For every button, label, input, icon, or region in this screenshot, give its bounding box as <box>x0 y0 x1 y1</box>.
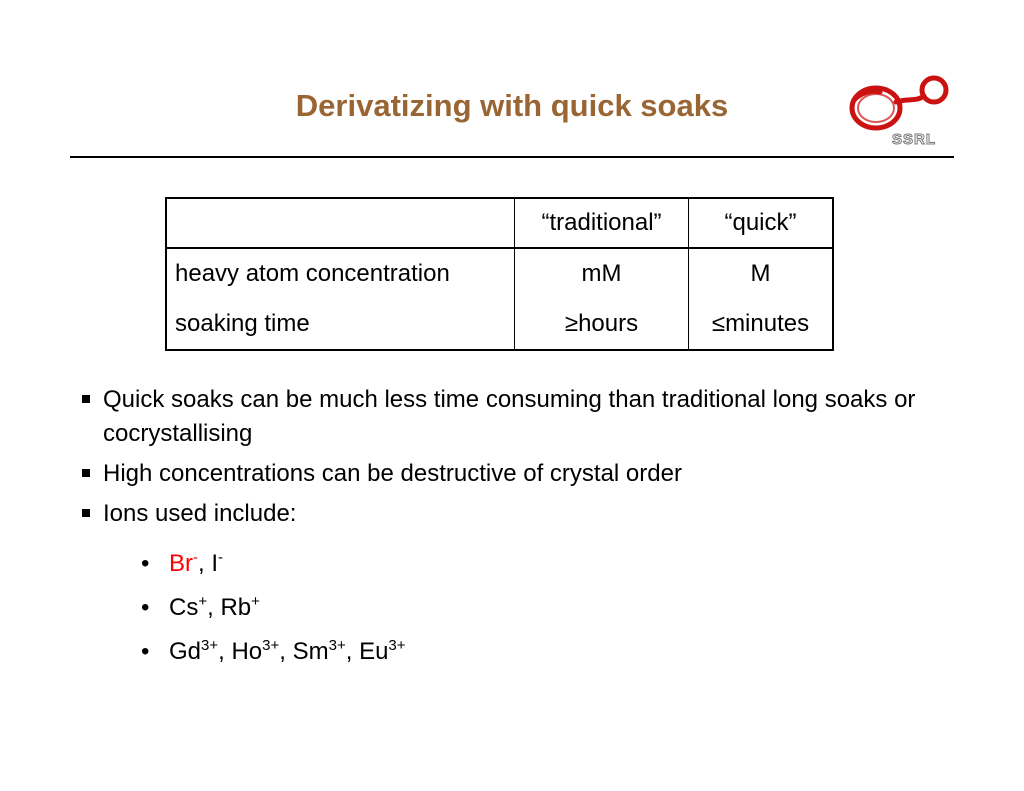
ion-bromide: Br <box>169 550 193 577</box>
ion-charge: - <box>218 549 224 566</box>
ion-charge: 3+ <box>388 637 406 654</box>
traditional-value: mM <box>515 248 689 299</box>
ion-charge: 3+ <box>201 637 219 654</box>
bullet-text: Quick soaks can be much less time consuming than traditional long soaks or cocrystallising <box>103 386 916 447</box>
separator: , <box>218 638 232 665</box>
sub-bullet-item <box>82 547 962 581</box>
ion-charge: - <box>193 549 198 566</box>
header-cell-blank <box>166 198 515 248</box>
header-cell-quick: “quick” <box>689 198 834 248</box>
ion-charge: + <box>198 593 208 610</box>
sub-bullet-item <box>82 635 962 669</box>
separator: , <box>198 550 212 577</box>
header-cell-traditional: “traditional” <box>515 198 689 248</box>
bullet-item <box>82 497 962 531</box>
ion-gadolinium: Gd <box>169 638 202 665</box>
sub-bullet-item <box>82 591 962 625</box>
bullet-text: High concentrations can be destructive of crystal order <box>103 460 682 487</box>
dot-bullet-icon: • <box>141 638 150 665</box>
bullet-list <box>82 383 962 669</box>
dot-bullet-icon: • <box>141 550 150 577</box>
separator: , <box>207 594 221 621</box>
ion-rubidium: Rb <box>220 594 252 621</box>
bullet-text: Ions used include: <box>103 500 297 527</box>
ion-charge: 3+ <box>328 637 346 654</box>
ion-cesium: Cs <box>169 594 199 621</box>
separator: , <box>279 638 293 665</box>
quick-value: M <box>750 260 771 287</box>
square-bullet-icon <box>82 469 90 477</box>
bullet-item <box>82 457 962 491</box>
traditional-value: ≥hours <box>515 299 689 350</box>
ssrl-logo <box>842 72 954 152</box>
row-label: heavy atom concentration <box>166 248 515 299</box>
square-bullet-icon <box>82 509 90 517</box>
logo-text: SSRL <box>892 131 937 148</box>
ion-iodide: I <box>211 550 219 577</box>
quick-value: ≤minutes <box>711 310 810 337</box>
comparison-table <box>165 197 834 351</box>
ion-holmium: Ho <box>231 638 263 665</box>
dot-bullet-icon: • <box>141 594 150 621</box>
title-divider <box>70 156 954 158</box>
slide-title: Derivatizing with quick soaks <box>295 88 729 123</box>
ion-charge: + <box>251 593 260 610</box>
separator: , <box>345 638 360 665</box>
table-row <box>166 299 833 350</box>
table-row <box>166 248 833 299</box>
table-header-row <box>166 198 833 248</box>
row-label: soaking time <box>166 299 515 350</box>
ion-samarium: Sm <box>292 638 329 665</box>
square-bullet-icon <box>82 395 90 403</box>
ion-charge: 3+ <box>262 637 280 654</box>
ion-europium: Eu <box>359 638 389 665</box>
bullet-item <box>82 383 962 451</box>
